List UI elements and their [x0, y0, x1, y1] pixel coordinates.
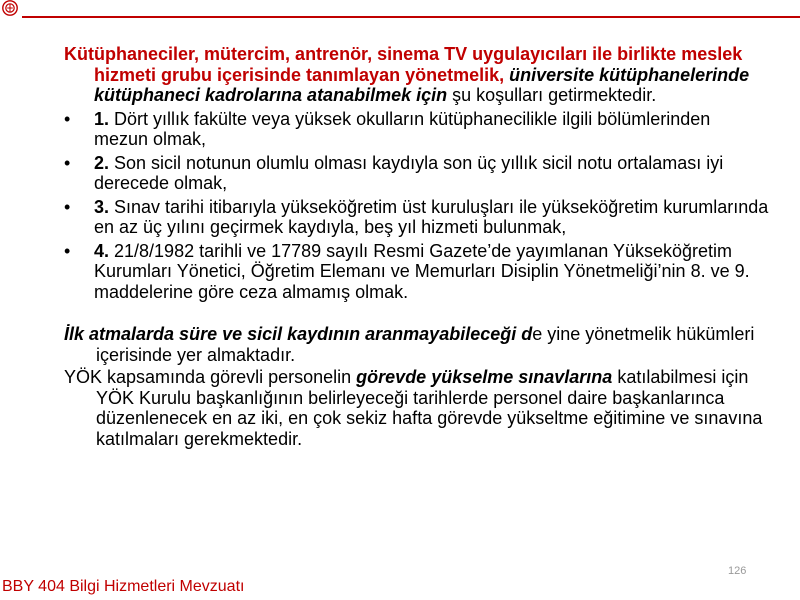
list-item [64, 241, 769, 303]
requirements-list [64, 109, 769, 303]
header-rule-4 [602, 16, 800, 18]
promotion-rest: katılabilmesi için YÖK Kurulu başkanlığının belirleyeceği tarihlerde personel daire başkanlarınca düzenlenecek en az iki, en çok sekiz hafta görevde yükseltme eğitimine ve sınavına katılmaları gerekmektedir. [96, 367, 763, 449]
red-circle-emblem-icon [2, 0, 18, 16]
bullet-number: 4. [94, 240, 110, 261]
header-rule-1 [22, 16, 210, 18]
bullet-number: 1. [94, 108, 110, 129]
bullet-text: 21/8/1982 tarihli ve 17789 sayılı Resmi Gazete’de yayımlanan Yükseköğretim Kurumları Yönetici, Öğretim Elemanı ve Memurları Disiplin Yönetmeliği’nin 8. ve 9. maddelerine göre ceza almamış olmak. [94, 240, 750, 302]
page-number: 126 [728, 565, 747, 577]
footer-course-title: BBY 404 Bilgi Hizmetleri Mevzuatı [2, 578, 245, 595]
first-appointment-rest: e yine yönetmelik hükümleri içerisinde yer almaktadır. [96, 324, 755, 365]
first-appointment-paragraph [64, 324, 769, 365]
bullet-icon: • [64, 240, 71, 261]
bullet-icon: • [64, 152, 71, 173]
bullet-text: Dört yıllık fakülte veya yüksek okulların kütüphanecilikle ilgili bölümlerinden mezun olmak, [94, 108, 711, 149]
intro-lead: Kütüphaneciler, mütercim, antrenör, sinema TV uygulayıcıları ile birlikte meslek hizmeti grubu içerisinde tanımlayan yönetmelik, [64, 44, 743, 85]
bullet-text: Sınav tarihi itibarıyla yükseköğretim üst kuruluşları ile yükseköğretim kurumlarında en az üç yılını geçirmek kaydıyla, beş yıl hizmeti bulunmak, [94, 196, 769, 237]
list-item [64, 109, 769, 150]
bullet-number: 3. [94, 196, 110, 217]
list-item [64, 153, 769, 194]
promotion-emphasis: görevde yükselme sınavlarına [356, 367, 613, 387]
bullet-icon: • [64, 108, 71, 129]
bullet-text: Son sicil notunun olumlu olması kaydıyla son üç yıllık sicil notu ortalaması iyi derecede olmak, [94, 152, 724, 193]
intro-paragraph [64, 44, 769, 106]
list-item [64, 197, 769, 238]
header-rule-2 [210, 16, 406, 18]
slide-content [64, 44, 769, 449]
header-rule-3 [406, 16, 602, 18]
intro-lead-italic: üniversite kütüphanelerinde kütüphaneci kadrolarına atanabilmek için [94, 64, 750, 105]
bullet-number: 2. [94, 152, 110, 173]
promotion-lead: YÖK kapsamında görevli personelin [64, 367, 357, 387]
first-appointment-emphasis: İlk atmalarda süre ve sicil kaydının aranmayabileceği d [64, 324, 533, 344]
promotion-paragraph [64, 367, 769, 449]
bullet-icon: • [64, 196, 71, 217]
intro-rest: şu koşulları getirmektedir. [447, 85, 657, 105]
